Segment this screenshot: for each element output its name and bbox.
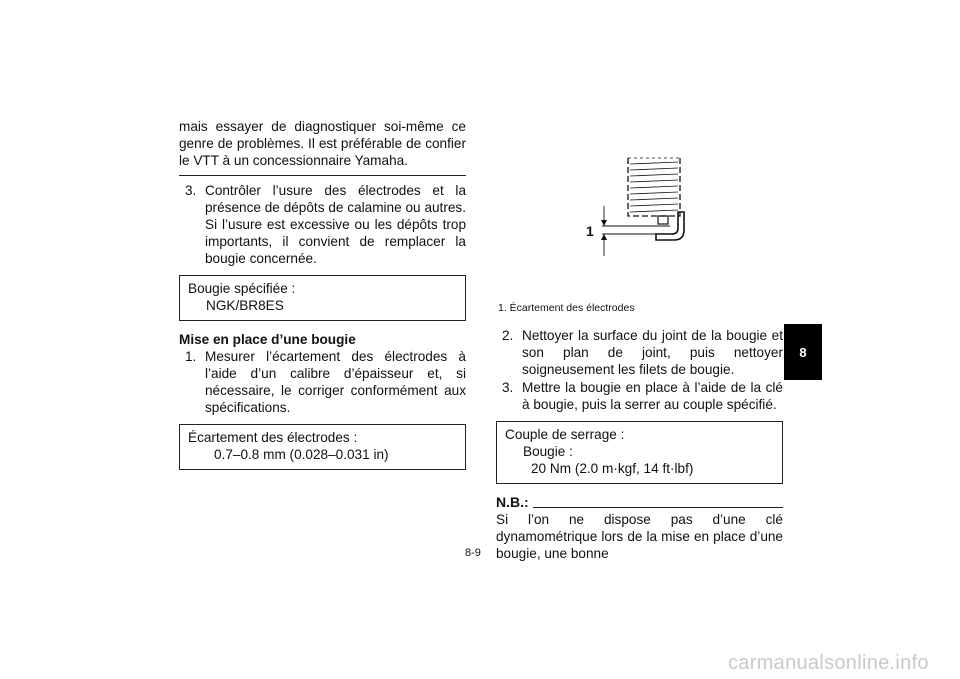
step-number: 1. — [185, 349, 197, 364]
spark-plug-figure — [580, 150, 700, 267]
spec-label: Couple de serrage : — [505, 427, 625, 442]
spec-sublabel: Bougie : — [523, 444, 573, 459]
spec-label: Écartement des électrodes : — [188, 430, 358, 445]
step-3-left — [179, 182, 466, 267]
spec-box-torque — [496, 421, 783, 484]
step-text: Contrôler l’usure des électrodes et la présence de dépôts de calamine ou autres. Si l’usure est excessive ou les dépôts trop importants, il convient de remplacer la bougie concernée. — [205, 183, 466, 266]
step-text: Mettre la bougie en place à l’aide de la clé à bougie, puis la serrer au couple spécifié. — [522, 380, 783, 412]
page-number: 8-9 — [465, 547, 481, 559]
note-rule — [533, 507, 783, 508]
thread-lines — [630, 162, 678, 212]
step-number: 2. — [502, 328, 514, 343]
callout-label: 1 — [586, 223, 594, 239]
note-text: Si l’on ne dispose pas d’une clé dynamométrique lors de la mise en place d’une bougie, une bonne — [496, 512, 783, 561]
step-3-right — [496, 379, 783, 413]
figure-caption: 1. Écartement des électrodes — [498, 302, 635, 314]
step-number: 3. — [502, 380, 514, 395]
step-text: Nettoyer la surface du joint de la bougie et son plan de joint, puis nettoyer soigneusement les filets de bougie. — [522, 328, 783, 377]
spec-box-spark-plug — [179, 275, 466, 321]
note-header — [496, 494, 783, 511]
step-text: Mesurer l’écartement des électrodes à l’aide d’un calibre d’épaisseur et, si nécessaire, le corriger conformément aux spécifications. — [205, 349, 466, 415]
spark-plug-illustration — [580, 150, 700, 262]
divider — [179, 175, 466, 176]
left-column — [179, 118, 466, 480]
intro-paragraph: mais essayer de diagnostiquer soi-même ce genre de problèmes. Il est préférable de confier le VTT à un concessionnaire Yamaha. — [179, 119, 466, 168]
step-2 — [496, 327, 783, 378]
watermark: carmanualsonline.info — [728, 652, 929, 674]
spec-value: 20 Nm (2.0 m·kgf, 14 ft·lbf) — [531, 461, 694, 476]
chapter-tab: 8 — [784, 324, 822, 380]
spec-label: Bougie spécifiée : — [188, 281, 296, 296]
step-1 — [179, 348, 466, 416]
note-title: N.B.: — [496, 494, 529, 510]
step-number: 3. — [185, 183, 197, 198]
spec-value: 0.7–0.8 mm (0.028–0.031 in) — [214, 447, 389, 462]
spec-box-electrode-gap — [179, 424, 466, 470]
spec-value: NGK/BR8ES — [206, 298, 284, 313]
right-column — [496, 300, 783, 562]
section-heading: Mise en place d’une bougie — [179, 332, 356, 347]
